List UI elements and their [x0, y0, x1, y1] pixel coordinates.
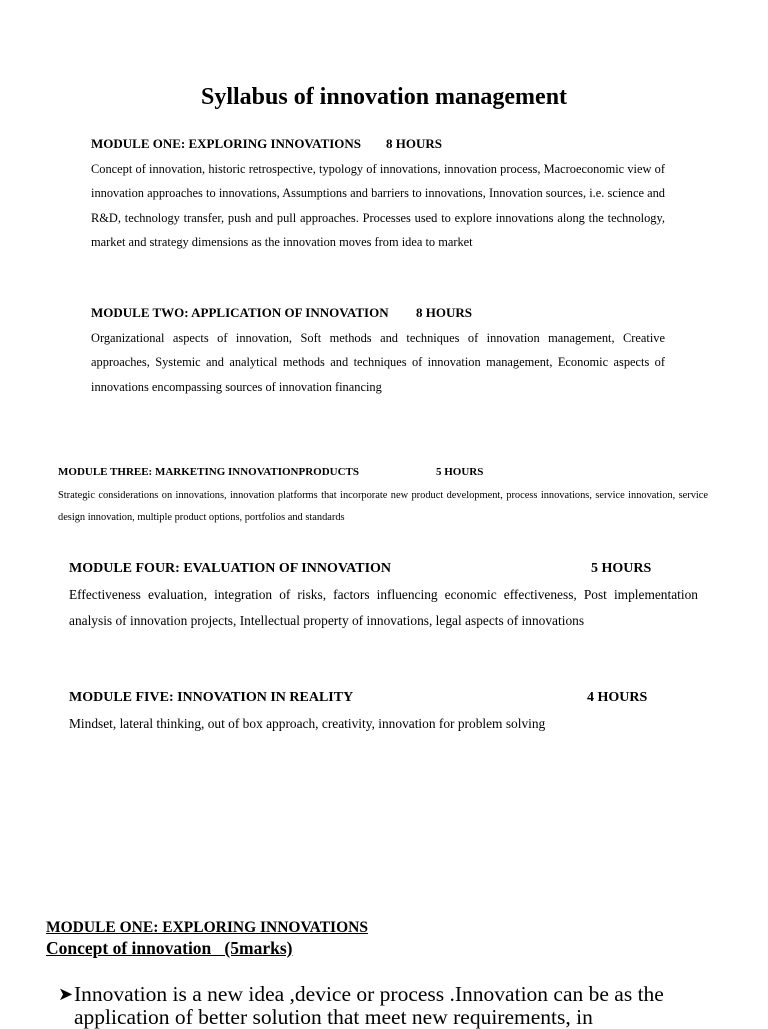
section-title: MODULE ONE: EXPLORING INNOVATIONS [46, 919, 368, 936]
module-three-description: Strategic considerations on innovations, innovation platforms that incorporate new product development, process innovations, service innovation, service design innovation, multiple product options, portfolios and standards [58, 490, 708, 523]
module-four-hours: 5 HOURS [591, 561, 652, 576]
bullet-text: Innovation is a new idea ,device or process .Innovation can be as the application of better solution that meet new requirements, in [74, 982, 664, 1029]
module-five-hours: 4 HOURS [587, 690, 648, 705]
module-three-hours: 5 HOURS [436, 466, 484, 478]
section-subtitle: Concept of innovation (5marks) [46, 938, 293, 958]
module-one-heading: MODULE ONE: EXPLORING INNOVATIONS [91, 136, 362, 151]
module-five-description: Mindset, lateral thinking, out of box approach, creativity, innovation for problem solving [69, 716, 546, 731]
arrow-bullet-icon: ➤ [58, 984, 74, 1005]
module-two-heading: MODULE TWO: APPLICATION OF INNOVATION [91, 305, 389, 320]
module-three-heading: MODULE THREE: MARKETING INNOVATIONPRODUCTS [58, 466, 360, 478]
module-four-heading: MODULE FOUR: EVALUATION OF INNOVATION [69, 561, 392, 576]
bullet-item [58, 983, 738, 1029]
module-two-hours: 8 HOURS [416, 305, 472, 320]
module-two-description: Organizational aspects of innovation, Soft methods and techniques of innovation management, Creative approaches, Systemic and analytical methods and techniques of innovation management, Economic aspects of innovations encompassing sources of innovation financing [91, 331, 665, 394]
module-four-description: Effectiveness evaluation, integration of risks, factors influencing economic effectiveness, Post implementation analysis of innovation projects, Intellectual property of innovations, legal aspects of innovations [69, 587, 698, 628]
page-title: Syllabus of innovation management [200, 84, 568, 110]
module-one-hours: 8 HOURS [386, 136, 442, 151]
module-one-description: Concept of innovation, historic retrospective, typology of innovations, innovation process, Macroeconomic view of innovation approaches to innovations, Assumptions and barriers to innovations, Innovation sources, i.e. science and R&D, technology transfer, push and pull approaches. Processes used to explore innovations along the technology, market and strategy dimensions as the innovation moves from idea to market [91, 162, 665, 250]
module-five-heading: MODULE FIVE: INNOVATION IN REALITY [69, 690, 354, 705]
